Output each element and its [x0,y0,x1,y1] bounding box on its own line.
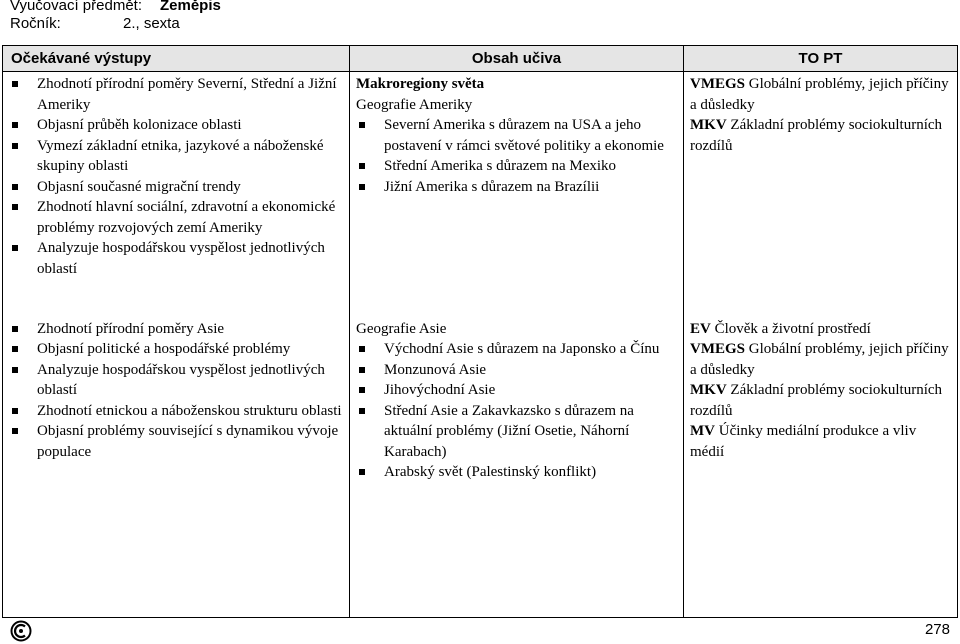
list-item: Zhodnotí přírodní poměry Asie [9,319,343,340]
header-content: Obsah učiva [350,46,684,72]
subject-value: Zeměpis [160,0,221,14]
content-heading: Makroregiony světa [356,76,485,92]
content-list [356,115,677,197]
list-item: Střední Amerika s důrazem na Mexiko [356,156,677,177]
school-logo-icon [10,620,32,642]
list-item: Objasní politické a hospodářské problémy [9,339,343,360]
outcomes-list [9,319,343,463]
list-item: Jižní Amerika s důrazem na Brazílii [356,177,677,198]
grade-value: 2., sexta [123,15,180,32]
list-item: Vymezí základní etnika, jazykové a náboženské skupiny oblasti [9,136,343,177]
outcomes-cell [3,317,350,618]
theme-entry [690,115,951,156]
header-outcomes: Očekávané výstupy [3,46,350,72]
list-item: Střední Asie a Zakavkazsko s důrazem na aktuální problémy (Jižní Osetie, Náhorní Karabach) [356,401,677,463]
theme-tag: MV [690,423,715,439]
theme-text: Základní problémy sociokulturních rozdílů [690,117,943,154]
list-item: Monzunová Asie [356,360,677,381]
theme-tag: MKV [690,117,727,133]
subject-label: Vyučovací předmět: [10,0,143,14]
header-themes: TO PT [684,46,958,72]
content-cell [350,317,684,618]
theme-tag: VMEGS [690,341,746,357]
list-item: Analyzuje hospodářskou vyspělost jednotlivých oblastí [9,360,343,401]
page-number: 278 [924,621,950,638]
theme-entry [690,74,951,115]
theme-text: Globální problémy, jejich příčiny a důsledky [690,76,949,113]
theme-tag: MKV [690,382,727,398]
grade-label: Ročník: [10,15,61,32]
table-row [3,72,958,317]
content-cell [350,72,684,317]
themes-cell [684,72,958,317]
outcomes-cell [3,72,350,317]
theme-text: Globální problémy, jejich příčiny a důsledky [690,341,949,378]
curriculum-table [2,45,958,618]
list-item: Objasní průběh kolonizace oblasti [9,115,343,136]
list-item: Objasní problémy související s dynamikou vývoje populace [9,421,343,462]
content-subheading: Geografie Asie [356,320,447,337]
theme-tag: VMEGS [690,76,746,92]
table-row [3,317,958,618]
outcomes-list [9,74,343,279]
content-list [356,339,677,483]
list-item: Analyzuje hospodářskou vyspělost jednotlivých oblastí [9,238,343,279]
list-item: Jihovýchodní Asie [356,380,677,401]
list-item: Zhodnotí přírodní poměry Severní, Střední a Jižní Ameriky [9,74,343,115]
list-item: Arabský svět (Palestinský konflikt) [356,462,677,483]
themes-cell [684,317,958,618]
list-item: Zhodnotí etnickou a náboženskou strukturu oblasti [9,401,343,422]
theme-tag: EV [690,320,711,337]
list-item: Východní Asie s důrazem na Japonsko a Čínu [356,339,677,360]
theme-entry [690,339,951,380]
subject-row [10,0,221,15]
theme-text: Základní problémy sociokulturních rozdílů [690,382,943,419]
list-item: Severní Amerika s důrazem na USA a jeho postavení v rámci světové politiky a ekonomie [356,115,677,156]
list-item: Objasní současné migrační trendy [9,177,343,198]
theme-text: Účinky mediální produkce a vliv médií [690,423,917,460]
theme-entry [690,319,951,340]
grade-row [10,15,180,33]
list-item: Zhodnotí hlavní sociální, zdravotní a ekonomické problémy rozvojových zemí Ameriky [9,197,343,238]
theme-entry [690,421,951,462]
theme-entry [690,380,951,421]
theme-text: Člověk a životní prostředí [710,320,871,337]
content-subheading: Geografie Ameriky [356,96,473,113]
table-header-row [3,46,958,72]
